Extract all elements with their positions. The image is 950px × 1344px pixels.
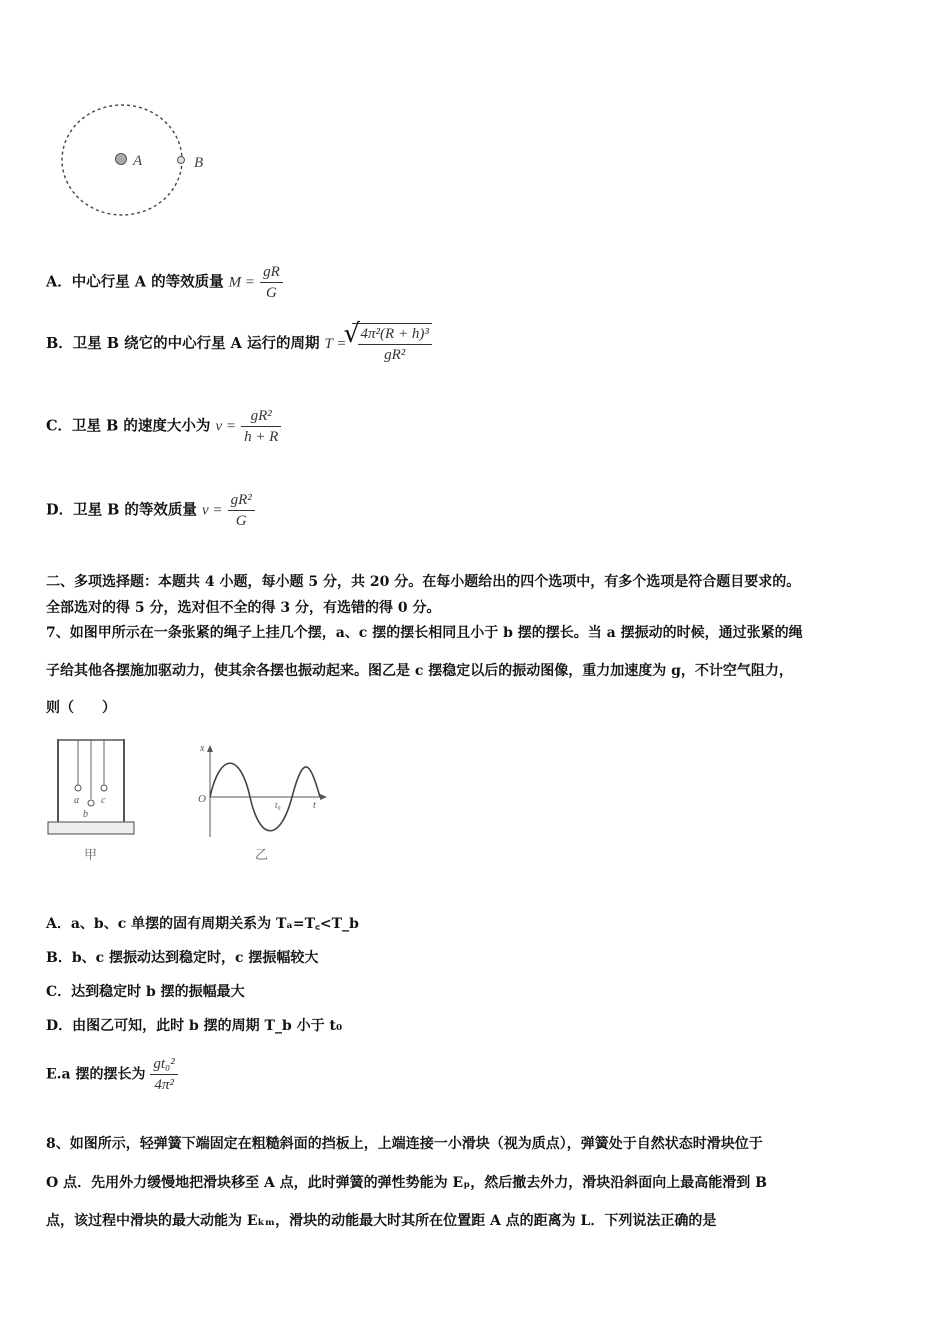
option-a-fraction — [260, 262, 283, 303]
option-c-num: gR² — [241, 406, 281, 427]
q7-option-a: A．a、b、c 单摆的固有周期关系为 Tₐ=T꜀<T_b — [46, 916, 359, 932]
option-a-num: gR — [260, 262, 283, 283]
option-b — [46, 319, 432, 365]
option-d-fraction — [228, 490, 255, 531]
option-c-den: h + R — [244, 429, 279, 445]
q8-stem-line-3: 点，该过程中滑块的最大动能为 Eₖₘ，滑块的动能最大时其所在位置距 A 点的距离为 L．下列说法正确的是 — [46, 1213, 717, 1229]
option-a-lhs: M = — [228, 274, 256, 291]
option-d-num: gR² — [228, 490, 255, 511]
option-c-lhs: v = — [215, 418, 236, 435]
option-c — [46, 406, 281, 447]
option-a — [46, 262, 283, 303]
label-a: A — [133, 153, 143, 169]
option-a-den: G — [266, 285, 277, 301]
vibration-graph — [195, 742, 335, 867]
q7-stem-line-2: 子给其他各摆施加驱动力，使其余各摆也振动起来。图乙是 c 摆稳定以后的振动图像，重力加速度为 g，不计空气阻力， — [46, 663, 793, 679]
origin-label: O — [198, 793, 206, 805]
q8-stem-line-2: O 点．先用外力缓慢地把滑块移至 A 点，此时弹簧的弹性势能为 Eₚ，然后撤去外力，滑块沿斜面向上最高能滑到 B — [46, 1175, 767, 1191]
axis-t-label: t — [313, 800, 316, 811]
q7-option-d: D．由图乙可知，此时 b 摆的周期 T_b 小于 t₀ — [46, 1018, 343, 1034]
option-d-text: D．卫星 B 的等效质量 — [46, 501, 197, 519]
option-c-text: C．卫星 B 的速度大小为 — [46, 417, 211, 435]
q7-option-c: C．达到稳定时 b 摆的振幅最大 — [46, 984, 245, 1000]
fig-yi-caption: 乙 — [255, 847, 269, 862]
t0-label: t₀ — [275, 800, 281, 810]
q7-option-e — [46, 1054, 178, 1095]
fig-jia-caption: 甲 — [84, 847, 98, 862]
option-c-fraction — [241, 406, 281, 447]
label-b: B — [194, 155, 204, 171]
satellite-b-icon — [178, 157, 185, 164]
q7-option-e-den: 4π² — [154, 1077, 174, 1093]
pendulum-figure — [44, 735, 144, 865]
q7-option-e-text: E.a 摆的摆长为 — [46, 1066, 146, 1083]
section-2-scoring: 全部选对的得 5 分，选对但不全的得 3 分，有选错的得 0 分。 — [46, 600, 441, 616]
q7-stem-line-1: 7、如图甲所示在一条张紧的绳子上挂几个摆，a、c 摆的摆长相同且小于 b 摆的摆长。当 a 摆振动的时候，通过张紧的绳 — [46, 625, 803, 641]
pendulum-a-label: a — [74, 795, 79, 806]
option-b-text: B．卫星 B 绕它的中心行星 A 运行的周期 — [46, 335, 320, 352]
option-b-fraction — [358, 324, 432, 365]
axis-x-label: x — [200, 743, 205, 754]
q7-option-e-fraction — [150, 1054, 177, 1095]
q7-option-b: B．b、c 摆振动达到稳定时，c 摆振幅较大 — [46, 950, 319, 966]
option-b-num: 4π²(R + h)³ — [358, 324, 432, 345]
option-b-den: gR² — [384, 347, 406, 363]
section-2-heading: 二、多项选择题：本题共 4 小题，每小题 5 分，共 20 分。在每小题给出的四个选项中，有多个选项是符合题目要求的。 — [46, 574, 801, 590]
pendulum-b-label: b — [83, 809, 88, 820]
q8-stem-line-1: 8、如图所示，轻弹簧下端固定在粗糙斜面的挡板上，上端连接一小滑块（视为质点），弹簧处于自然状态时滑块位于 — [46, 1136, 763, 1152]
option-a-text: A．中心行星 A 的等效质量 — [46, 273, 224, 291]
option-b-lhs: T = — [324, 336, 347, 352]
option-d — [46, 490, 255, 531]
option-d-lhs: v = — [202, 502, 223, 519]
sqrt-icon: √ $\frac{\text{4π²(R + h)³}}{\text{gR²}}$ — [352, 323, 432, 365]
orbit-figure — [55, 100, 225, 225]
option-d-den: G — [235, 513, 247, 529]
pendulum-c-label: c — [101, 795, 106, 806]
q7-option-e-num: gt₀² — [150, 1054, 177, 1075]
q7-stem-line-3: 则（ ） — [46, 700, 116, 716]
planet-a-icon — [116, 154, 127, 165]
